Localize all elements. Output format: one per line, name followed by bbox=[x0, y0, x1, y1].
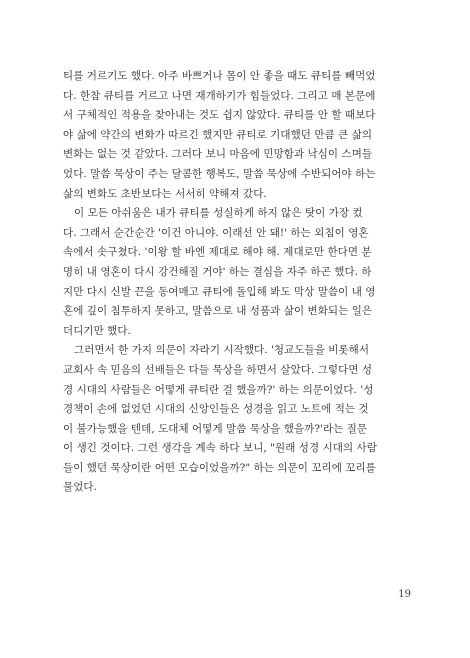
text-line: 다. 그래서 순간순간 '이건 아니야. 이래선 안 돼!' 하는 외침이 영혼 bbox=[63, 226, 369, 239]
text-line: 물었다. bbox=[63, 481, 97, 494]
text-line: 명히 내 영혼이 다시 강건해질 거야' 하는 결심을 자주 하곤 했다. 하 bbox=[63, 265, 372, 278]
text-line: 경 시대의 사람들은 어떻게 큐티란 걸 했을까?' 하는 의문이었다. '성 bbox=[63, 383, 374, 396]
text-line: 서 구체적인 적용을 찾아내는 것도 쉽지 않았다. 큐티를 안 할 때보다 bbox=[63, 109, 376, 122]
text-line: 교회사 속 믿음의 선배들은 다들 묵상을 하면서 살았다. 그렇다면 성 bbox=[63, 363, 373, 376]
text-line: 경책이 손에 없었던 시대의 신앙인들은 성경을 읽고 노트에 적는 것 bbox=[63, 403, 369, 416]
text-line: 티를 거르기도 했다. 아주 바쁘거나 몸이 안 좋을 때도 큐티를 빼먹었 bbox=[63, 70, 376, 82]
body-text bbox=[63, 67, 411, 498]
text-line: 더디기만 했다. bbox=[63, 324, 131, 337]
text-line: 었다. 말씀 묵상이 주는 달콤한 행복도, 말씀 묵상에 수반되어야 하는 bbox=[63, 167, 376, 180]
text-line: 이 불가능했을 텐데, 도대체 어떻게 말씀 묵상을 했을까?'라는 질문 bbox=[63, 422, 368, 435]
text-line: 변화는 없는 것 같았다. 그러다 보니 마음에 민망함과 낙심이 스며들 bbox=[63, 148, 373, 161]
text-line-paragraph-start: 그러면서 한 가지 의문이 자라기 시작했다. '청교도들을 비롯해서 bbox=[74, 344, 370, 357]
text-line: 삶의 변화도 초반보다는 서서히 약해져 갔다. bbox=[63, 187, 267, 200]
text-line: 지만 다시 신발 끈을 동여매고 큐티에 돌입해 봐도 막상 말씀이 내 영 bbox=[63, 285, 376, 298]
text-line: 야 삶에 약간의 변화가 따르긴 했지만 큐티로 기대했던 만큼 큰 삶의 bbox=[63, 128, 373, 141]
text-line: 들이 했던 묵상이란 어떤 모습이었을까?" 하는 의문이 꼬리에 꼬리를 bbox=[63, 461, 376, 474]
text-line-paragraph-start: 이 모든 아쉬움은 내가 큐티를 성실하게 하지 않은 탓이 가장 컸 bbox=[74, 207, 363, 220]
text-line: 이 생긴 것이다. 그런 생각을 계속 하다 보니, "원래 성경 시대의 사람 bbox=[63, 442, 377, 455]
text-line: 속에서 솟구쳤다. '이왕 할 바엔 제대로 해야 해. 제대로만 한다면 분 bbox=[63, 246, 372, 259]
text-line: 다. 한참 큐티를 거르고 나면 재개하기가 힘들었다. 그리고 매 본문에 bbox=[63, 89, 376, 102]
page-number: 19 bbox=[398, 589, 411, 600]
text-line: 혼에 깊이 침투하지 못하고, 말씀으로 내 성품과 삶이 변화되는 일은 bbox=[63, 305, 373, 318]
